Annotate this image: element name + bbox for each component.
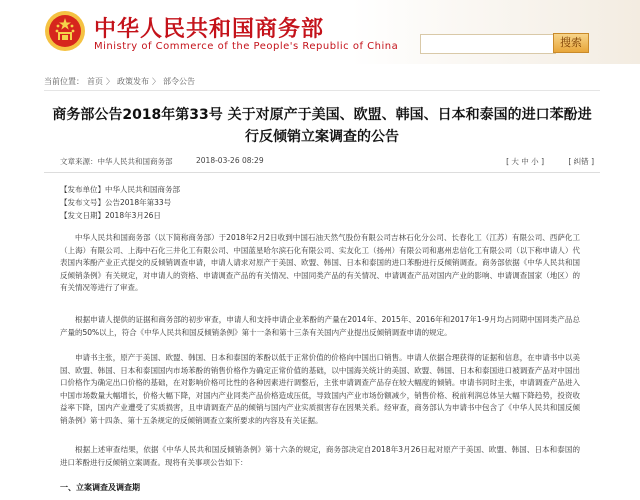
section-heading: 一、立案调查及调查期 xyxy=(60,483,140,492)
article-date: 2018-03-26 08:29 xyxy=(196,156,264,165)
search-input[interactable] xyxy=(420,34,556,54)
paragraph-1: 中华人民共和国商务部（以下简称商务部）于2018年2月2日收到中国石油天然气股份有限公司吉林石化分公司、长春化工（江苏）有限公司、西萨化工（上海）有限公司、上海中石化三井化工有限公司、中国蓝星哈尔滨石化有限公司、实友化工（扬州）有限公司和惠州忠信化工有限公司（以下称申请人）代表国内苯酚产业正式提交的反倾销调查申请，申请人请求对原产于美国、欧盟、韩国、日本和泰国的进口苯酚进行反倾销调查。商务部依据《中华人民共和国反倾销条例》有关规定，对申请人的资格、申请调查产品的有关情况、中国同类产品的有关情况、申请调查产品对国内产业的影响、申请调查国家（地区）的有关情况等进行了审查。 xyxy=(60,233,580,292)
breadcrumb-current-label: 当前位置： xyxy=(44,77,84,86)
site-header xyxy=(0,0,640,64)
issuer-info: 【发布单位】中华人民共和国商务部 xyxy=(60,185,180,194)
divider xyxy=(44,172,600,173)
paragraph-2: 根据申请人提供的证据和商务部的初步审查，申请人和支持申请企业苯酚的产量在2014年、2015年、2016年和2017年1-9月均占同期中国同类产品总产量的50%以上，符合《中华人民共和国反倾销条例》第十一条和第十三条有关国内产业提出反倾销调查申请的规定。 xyxy=(60,315,580,337)
national-emblem-icon xyxy=(44,10,86,52)
breadcrumb-policy[interactable]: 政策发布 xyxy=(117,77,149,86)
breadcrumb xyxy=(44,76,600,91)
article-source: 文章来源：中华人民共和国商务部 xyxy=(60,157,173,166)
font-size-switcher[interactable]: [ 大 中 小 ] xyxy=(506,157,544,166)
site-title[interactable]: 中华人民共和国商务部 xyxy=(94,17,325,42)
breadcrumb-separator: 〉 xyxy=(152,77,160,86)
issue-date-info: 【发文日期】2018年3月26日 xyxy=(60,211,161,220)
search-button[interactable]: 搜索 xyxy=(553,33,589,53)
doc-number-info: 【发布文号】公告2018年第33号 xyxy=(60,198,172,207)
correction-link[interactable]: [ 纠错 ] xyxy=(568,157,594,166)
paragraph-3: 申请书主张，原产于美国、欧盟、韩国、日本和泰国的苯酚以低于正常价值的价格向中国出口销售。申请人依据合理获得的证据和信息，在申请书中以美国、欧盟、韩国、日本和泰国国内市场苯酚的销售价格作为确定正常价值的基础，以中国海关统计的美国、欧盟、韩国、日本和泰国进口被调查产品对中国出口价格作为确定出口价格的基础，在对影响价格可比性的各种因素进行调整后，主张申请调查产品存在较大幅度的倾销。申请书同时主张，申请调查产品进入中国市场数量大幅增长，价格大幅下降，对国内产业同类产品价格造成压低，导致国内产业市场份额减少，销售价格、税前利润总体呈大幅下降趋势，投资收益率下降，国内产业遭受了实质损害，且申请调查产品的倾销与国内产业实质损害存在因果关系。经审查，商务部认为申请书中包含了《中华人民共和国反倾销条例》第十四条、第十五条规定的反倾销调查立案所要求的内容及有关证据。 xyxy=(60,353,580,425)
article-title: 商务部公告2018年第33号 关于对原产于美国、欧盟、韩国、日本和泰国的进口苯酚进行反倾销立案调查的公告 xyxy=(52,107,592,145)
site-title-english: Ministry of Commerce of the People's Republic of China xyxy=(94,41,399,52)
paragraph-4: 根据上述审查结果，依据《中华人民共和国反倾销条例》第十六条的规定，商务部决定自2018年3月26日起对原产于美国、欧盟、韩国、日本和泰国的进口苯酚进行反倾销立案调查。现将有关事项公告如下： xyxy=(60,445,580,467)
breadcrumb-home[interactable]: 首页 xyxy=(87,77,103,86)
article-meta xyxy=(60,156,594,168)
breadcrumb-separator: 〉 xyxy=(106,77,114,86)
breadcrumb-notice[interactable]: 部令公告 xyxy=(163,77,195,86)
